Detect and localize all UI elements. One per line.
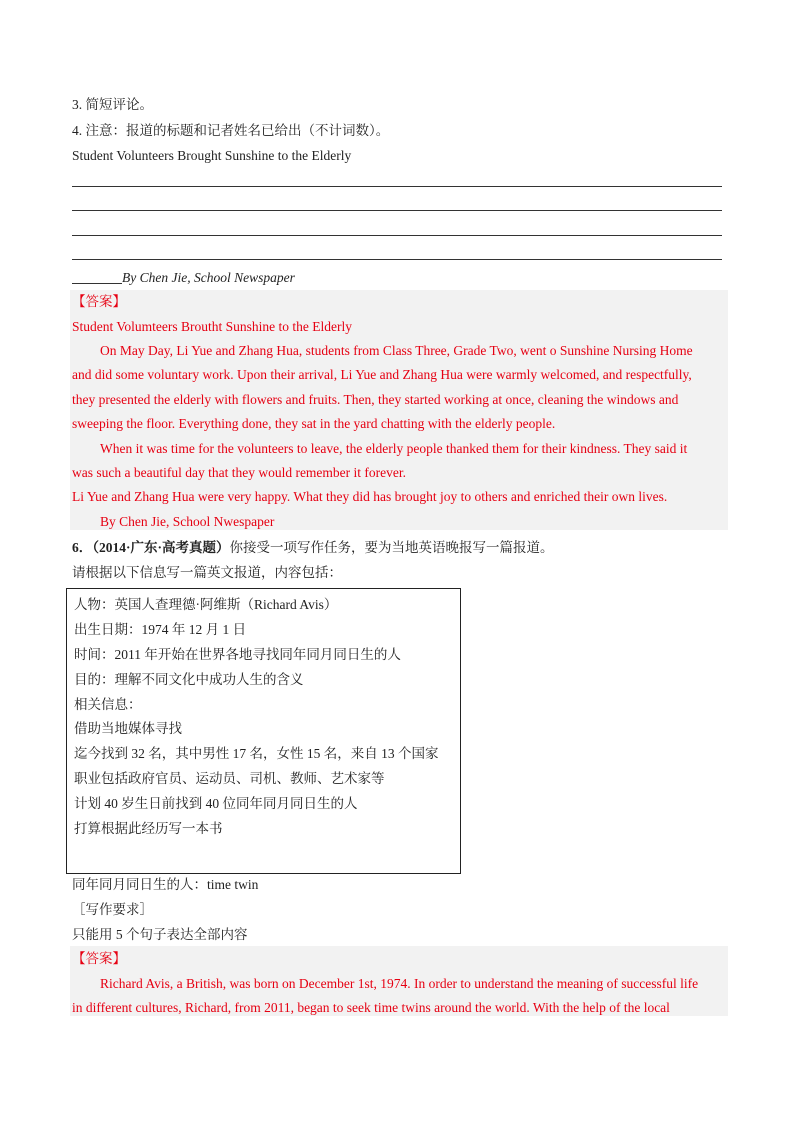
info-line: 借助当地媒体寻找 bbox=[74, 721, 182, 736]
answer-p1-line: sweeping the floor. Everything done, they sat in the yard chatting with the elderly people. bbox=[72, 416, 556, 431]
answer-p1-line: On May Day, Li Yue and Zhang Hua, students from Class Three, Grade Two, went o Sunshine Nursing Home bbox=[100, 343, 693, 358]
answer-signature: By Chen Jie, School Nwespaper bbox=[100, 514, 275, 529]
instruction-item-3: 3. 简短评论。 bbox=[72, 97, 153, 112]
answer-p2-line: was such a beautiful day that they would remember it forever. bbox=[72, 465, 407, 480]
answer-p3: Li Yue and Zhang Hua were very happy. What they did has brought joy to others and enriched their own lives. bbox=[72, 489, 668, 504]
answer-line: in different cultures, Richard, from 2011, began to seek time twins around the world. With the help of the local bbox=[72, 1000, 670, 1015]
given-title: Student Volunteers Brought Sunshine to the Elderly bbox=[72, 148, 352, 163]
question-6-heading bbox=[72, 539, 554, 557]
question-number: 6． bbox=[72, 540, 93, 555]
info-line: 出生日期：1974 年 12 月 1 日 bbox=[74, 622, 247, 637]
instruction-item-4: 4. 注意：报道的标题和记者姓名已给出（不计词数）。 bbox=[72, 123, 390, 138]
answer-tag: 【答案】 bbox=[72, 294, 126, 309]
answer-tag: 【答案】 bbox=[72, 951, 126, 966]
question-instruction: 请根据以下信息写一篇英文报道，内容包括： bbox=[72, 565, 342, 580]
info-line: 职业包括政府官员、运动员、司机、教师、艺术家等 bbox=[74, 771, 385, 786]
info-line: 相关信息： bbox=[74, 697, 142, 712]
question-prompt: 你接受一项写作任务，要为当地英语晚报写一篇报道。 bbox=[229, 540, 554, 555]
info-line: 目的：理解不同文化中成功人生的含义 bbox=[74, 672, 304, 687]
answer-line: Richard Avis, a British, was born on December 1st, 1974. In order to understand the meaning of successful life bbox=[100, 976, 699, 991]
requirements-text: 只能用 5 个句子表达全部内容 bbox=[72, 927, 248, 942]
answer-p1-line: and did some voluntary work. Upon their arrival, Li Yue and Zhang Hua were warmly welcomed, and respectfully, bbox=[72, 367, 692, 382]
info-line: 打算根据此经历写一本书 bbox=[74, 821, 223, 836]
info-line: 计划 40 岁生日前找到 40 位同年同月同日生的人 bbox=[74, 796, 358, 811]
requirements-heading: ［写作要求］ bbox=[72, 902, 153, 917]
answer-p2-line: When it was time for the volunteers to leave, the elderly people thanked them for their kindness. They said it bbox=[100, 441, 688, 456]
answer-title: Student Volumteers Broutht Sunshine to the Elderly bbox=[72, 319, 352, 334]
answer-p1-line: they presented the elderly with flowers and fruits. Then, they started working at once, cleaning the windows and bbox=[72, 392, 679, 407]
writing-line bbox=[72, 259, 722, 260]
info-line: 迄今找到 32 名，其中男性 17 名，女性 15 名，来自 13 个国家 bbox=[74, 746, 439, 761]
vocab-note: 同年同月同日生的人：time twin bbox=[72, 877, 259, 892]
question-source: （2014·广东·高考真题） bbox=[92, 540, 230, 555]
info-line: 人物：英国人查理德·阿维斯（Richard Avis） bbox=[74, 597, 338, 612]
writing-line bbox=[72, 235, 722, 236]
byline-blank bbox=[72, 270, 122, 284]
writing-line bbox=[72, 210, 722, 211]
byline bbox=[72, 269, 295, 287]
writing-line bbox=[72, 186, 722, 187]
info-line: 时间：2011 年开始在世界各地寻找同年同月同日生的人 bbox=[74, 647, 401, 662]
byline-text: By Chen Jie, School Newspaper bbox=[122, 270, 295, 285]
